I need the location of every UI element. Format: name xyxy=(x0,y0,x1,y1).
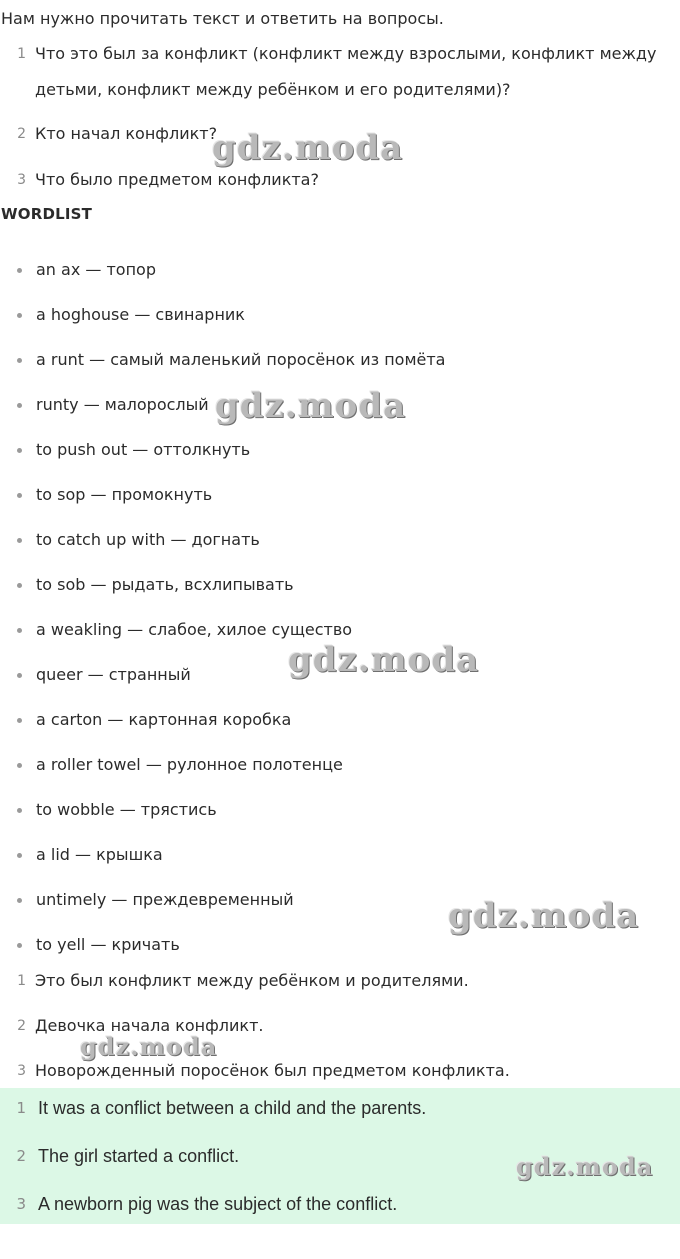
watermark: gdz.moda xyxy=(212,128,404,168)
wordlist-item: queer — странный xyxy=(0,660,680,690)
answer-number: 3 xyxy=(17,1063,26,1079)
wordlist-item: a runt — самый маленький поросёнок из помёта xyxy=(0,345,680,375)
wordlist-item: a roller towel — рулонное полотенце xyxy=(0,750,680,780)
answers-en-panel xyxy=(0,1088,680,1224)
answer-text: Новорожденный поросёнок был предметом конфликта. xyxy=(35,1061,510,1080)
answer-en-item xyxy=(0,1189,680,1219)
watermark: gdz.moda xyxy=(516,1152,654,1181)
answer-text: A newborn pig was the subject of the conflict. xyxy=(38,1194,398,1214)
wordlist-item: to push out — оттолкнуть xyxy=(0,435,680,465)
intro-text: Нам нужно прочитать текст и ответить на вопросы. xyxy=(1,9,444,28)
bullet-icon xyxy=(17,313,22,318)
question-number: 2 xyxy=(17,126,26,142)
answer-text: Это был конфликт между ребёнком и родителями. xyxy=(35,971,469,990)
bullet-icon xyxy=(17,403,22,408)
question-number: 1 xyxy=(17,46,26,62)
bullet-icon xyxy=(17,538,22,543)
bullet-icon xyxy=(17,493,22,498)
bullet-icon xyxy=(17,583,22,588)
wordlist-item: untimely — преждевременный xyxy=(0,885,680,915)
bullet-icon xyxy=(17,898,22,903)
wordlist-item: to sop — промокнуть xyxy=(0,480,680,510)
question-text: Что было предметом конфликта? xyxy=(35,170,319,189)
watermark: gdz.moda xyxy=(288,640,480,680)
bullet-icon xyxy=(17,448,22,453)
answer-number: 2 xyxy=(16,1147,26,1165)
question-text: Кто начал конфликт? xyxy=(35,124,218,143)
question-number: 3 xyxy=(17,172,26,188)
question-text: Что это был за конфликт (конфликт между взрослыми, конфликт между детьми, конфликт между ребёнком и его родителями)? xyxy=(35,44,657,99)
answer-number: 2 xyxy=(17,1018,26,1034)
wordlist-item: a carton — картонная коробка xyxy=(0,705,680,735)
wordlist-item: a lid — крышка xyxy=(0,840,680,870)
watermark: gdz.moda xyxy=(80,1032,218,1061)
bullet-icon xyxy=(17,763,22,768)
answer-number: 1 xyxy=(16,1099,26,1117)
wordlist-item: runty — малорослый xyxy=(0,390,680,420)
wordlist-heading: WORDLIST xyxy=(1,205,93,223)
bullet-icon xyxy=(17,808,22,813)
wordlist-item: to catch up with — догнать xyxy=(0,525,680,555)
answer-en-item xyxy=(0,1093,680,1123)
wordlist-item: to wobble — трястись xyxy=(0,795,680,825)
answer-number: 3 xyxy=(16,1195,26,1213)
bullet-icon xyxy=(17,853,22,858)
bullet-icon xyxy=(17,268,22,273)
answer-number: 1 xyxy=(17,973,26,989)
wordlist-item: to sob — рыдать, всхлипывать xyxy=(0,570,680,600)
watermark: gdz.moda xyxy=(215,386,407,426)
answer-text: Девочка начала конфликт. xyxy=(35,1016,264,1035)
wordlist-item: a weakling — слабое, хилое существо xyxy=(0,615,680,645)
bullet-icon xyxy=(17,628,22,633)
bullet-icon xyxy=(17,718,22,723)
answer-text: The girl started a conflict. xyxy=(38,1146,240,1166)
bullet-icon xyxy=(17,358,22,363)
bullet-icon xyxy=(17,943,22,948)
wordlist-item: an ax — топор xyxy=(0,255,680,285)
bullet-icon xyxy=(17,673,22,678)
watermark: gdz.moda xyxy=(448,896,640,936)
answer-en-item xyxy=(0,1141,680,1171)
answer-text: It was a conflict between a child and the parents. xyxy=(38,1098,427,1118)
wordlist-item: a hoghouse — свинарник xyxy=(0,300,680,330)
wordlist-item: to yell — кричать xyxy=(0,930,680,960)
